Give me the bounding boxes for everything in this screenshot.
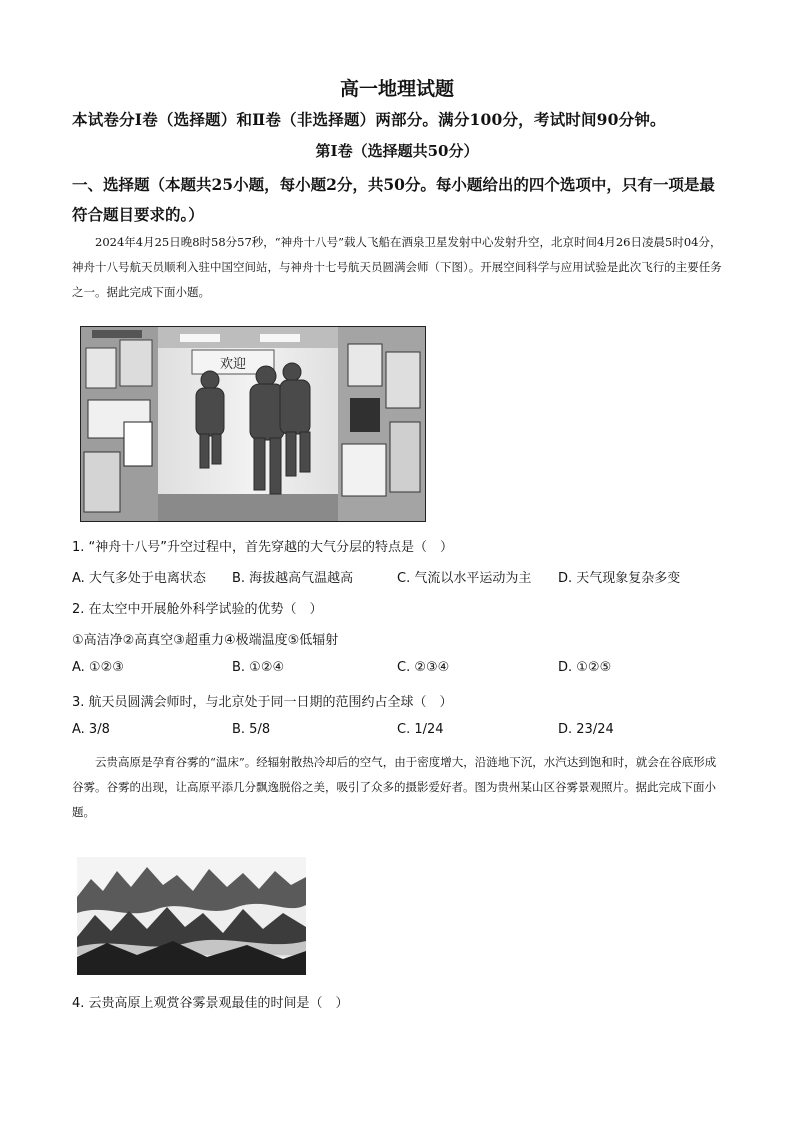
question-3-options	[72, 722, 732, 742]
question-2-option-c[interactable]: C. ②③④	[397, 660, 450, 675]
question-1-option-b[interactable]: B. 海拔越高气温越高	[232, 571, 354, 586]
space-station-photo	[80, 326, 426, 522]
valley-fog-illustration	[77, 857, 306, 975]
question-3-stem: 3. 航天员圆满会师时，与北京处于同一日期的范围约占全球（ ）	[72, 695, 453, 710]
question-2-options	[72, 660, 732, 680]
passage-shenzhou: 2024年4月25日晚8时58分57秒，“神舟十八号”载人飞船在酒泉卫星发射中心发射升空，北京时间4月26日凌晨5时04分，神舟十八号航天员顺利入驻中国空间站，与神舟十七号航天员圆满会师（下图）。开展空间科学与应用试验是此次飞行的主要任务之一。据此完成下面小题。	[72, 235, 722, 299]
question-3-option-a[interactable]: A. 3/8	[72, 722, 110, 737]
passage-valley-fog: 云贵高原是孕育谷雾的“温床”。经辐射散热冷却后的空气，由于密度增大，沿涟地下沉，水汽达到饱和时，就会在谷底形成谷雾。谷雾的出现，让高原平添几分飘逸脱俗之美，吸引了众多的摄影爱好者。图为贵州某山区谷雾景观照片。据此完成下面小题。	[72, 755, 717, 819]
question-2-option-a[interactable]: A. ①②③	[72, 660, 124, 675]
question-2-option-d[interactable]: D. ①②⑤	[558, 660, 612, 675]
question-2-stem: 2. 在太空中开展舱外科学试验的优势（ ）	[72, 602, 323, 617]
question-1-option-c[interactable]: C. 气流以水平运动为主	[397, 571, 532, 586]
exam-instructions: 本试卷分Ⅰ卷（选择题）和Ⅱ卷（非选择题）两部分。满分100分，考试时间90分钟。	[72, 110, 666, 129]
question-1-stem: 1. “神舟十八号”升空过程中，首先穿越的大气分层的特点是（ ）	[72, 540, 454, 555]
question-1-options	[72, 567, 732, 587]
question-1-option-a[interactable]: A. 大气多处于电离状态	[72, 571, 206, 586]
valley-fog-photo	[77, 857, 306, 975]
space-station-illustration	[80, 326, 426, 522]
welcome-banner-text: 欢迎	[219, 357, 247, 372]
question-3-option-c[interactable]: C. 1/24	[397, 722, 444, 737]
section1-heading: 一、选择题（本题共25小题，每小题2分，共50分。每小题给出的四个选项中，只有一项是最符合题目要求的。）	[72, 175, 715, 224]
question-2-option-b[interactable]: B. ①②④	[232, 660, 285, 675]
exam-title: 高一地理试题	[339, 78, 454, 100]
question-3-option-b[interactable]: B. 5/8	[232, 722, 271, 737]
question-3-option-d[interactable]: D. 23/24	[558, 722, 614, 737]
part1-heading: 第Ⅰ卷（选择题共50分）	[315, 142, 479, 160]
question-4-stem: 4. 云贵高原上观赏谷雾景观最佳的时间是（ ）	[72, 996, 349, 1011]
question-1-option-d[interactable]: D. 天气现象复杂多变	[558, 571, 681, 586]
question-2-choices-list: ①高洁净②高真空③超重力④极端温度⑤低辐射	[72, 633, 339, 648]
